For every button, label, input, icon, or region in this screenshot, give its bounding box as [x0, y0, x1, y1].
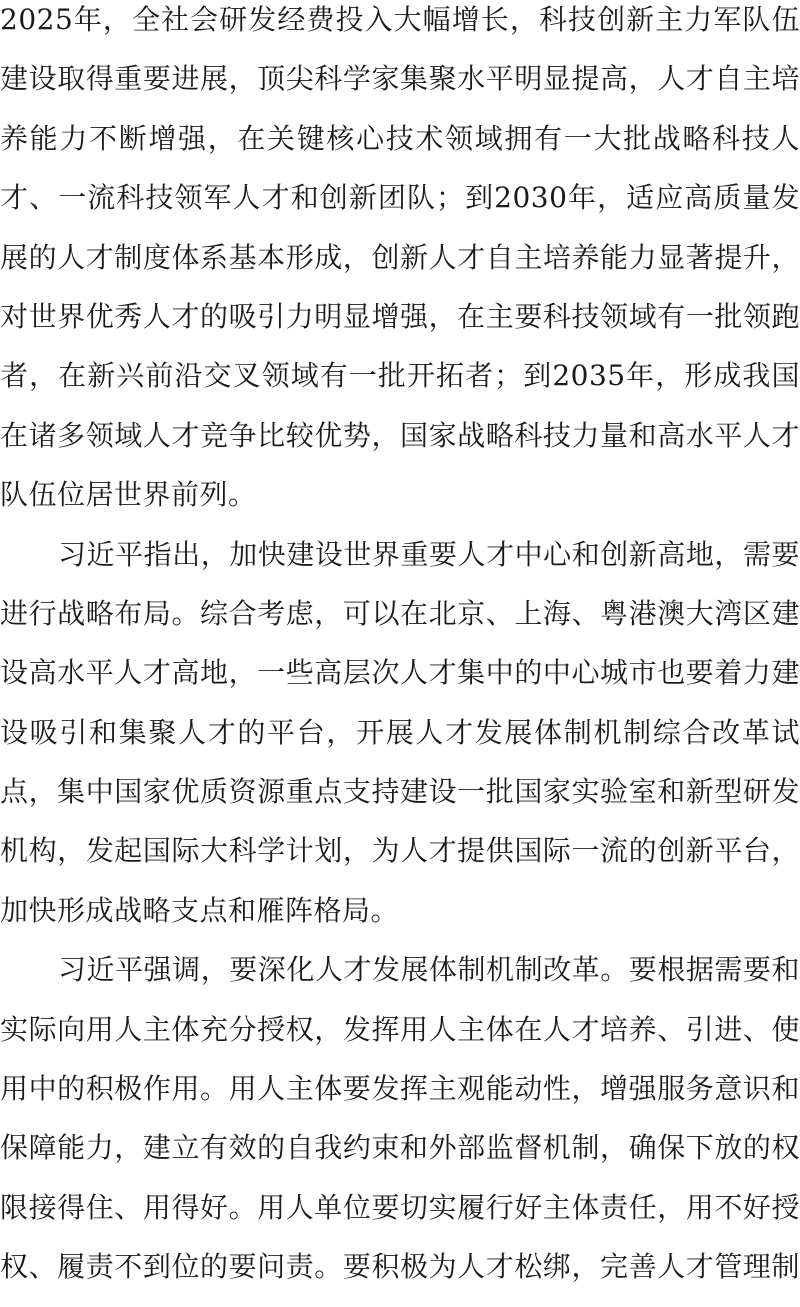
text-line: 加快形成战略支点和雁阵格局。	[0, 893, 400, 927]
text-line: 习近平指出，加快建设世界重要人才中心和创新高地，需要	[58, 537, 800, 571]
text-line: 权、履责不到位的要问责。要积极为人才松绑，完善人才管理制	[0, 1250, 800, 1284]
text-line: 队伍位居世界前列。	[0, 478, 257, 512]
text-line: 对世界优秀人才的吸引力明显增强，在主要科技领域有一批领跑	[0, 299, 800, 333]
text-line: 建设取得重要进展，顶尖科学家集聚水平明显提高，人才自主培	[0, 62, 800, 96]
text-line: 2025年，全社会研发经费投入大幅增长，科技创新主力军队伍	[0, 3, 800, 36]
text-line: 限接得住、用得好。用人单位要切实履行好主体责任，用不好授	[0, 1190, 800, 1224]
text-line: 保障能力，建立有效的自我约束和外部监督机制，确保下放的权	[0, 1131, 800, 1165]
text-line: 展的人才制度体系基本形成，创新人才自主培养能力显著提升，	[0, 240, 800, 274]
paragraph-3	[0, 950, 800, 1306]
text-line: 设吸引和集聚人才的平台，开展人才发展体制机制综合改革试	[0, 715, 800, 749]
text-line: 才、一流科技领军人才和创新团队；到2030年，适应高质量发	[0, 181, 800, 215]
paragraph-1	[0, 0, 800, 535]
text-line: 机构，发起国际大科学计划，为人才提供国际一流的创新平台，	[0, 834, 800, 868]
text-line: 实际向用人主体充分授权，发挥用人主体在人才培养、引进、使	[0, 1012, 800, 1046]
paragraph-2	[0, 535, 800, 951]
text-line: 者，在新兴前沿交叉领域有一批开拓者；到2035年，形成我国	[0, 359, 800, 393]
text-line: 点，集中国家优质资源重点支持建设一批国家实验室和新型研发	[0, 775, 800, 809]
text-line: 养能力不断增强，在关键核心技术领域拥有一大批战略科技人	[0, 121, 800, 155]
text-line: 在诸多领域人才竞争比较优势，国家战略科技力量和高水平人才	[0, 418, 800, 452]
text-line: 进行战略布局。综合考虑，可以在北京、上海、粤港澳大湾区建	[0, 596, 800, 630]
text-line: 用中的积极作用。用人主体要发挥主观能动性，增强服务意识和	[0, 1072, 800, 1106]
text-line: 设高水平人才高地，一些高层次人才集中的中心城市也要着力建	[0, 656, 800, 690]
text-line: 习近平强调，要深化人才发展体制机制改革。要根据需要和	[58, 953, 800, 987]
